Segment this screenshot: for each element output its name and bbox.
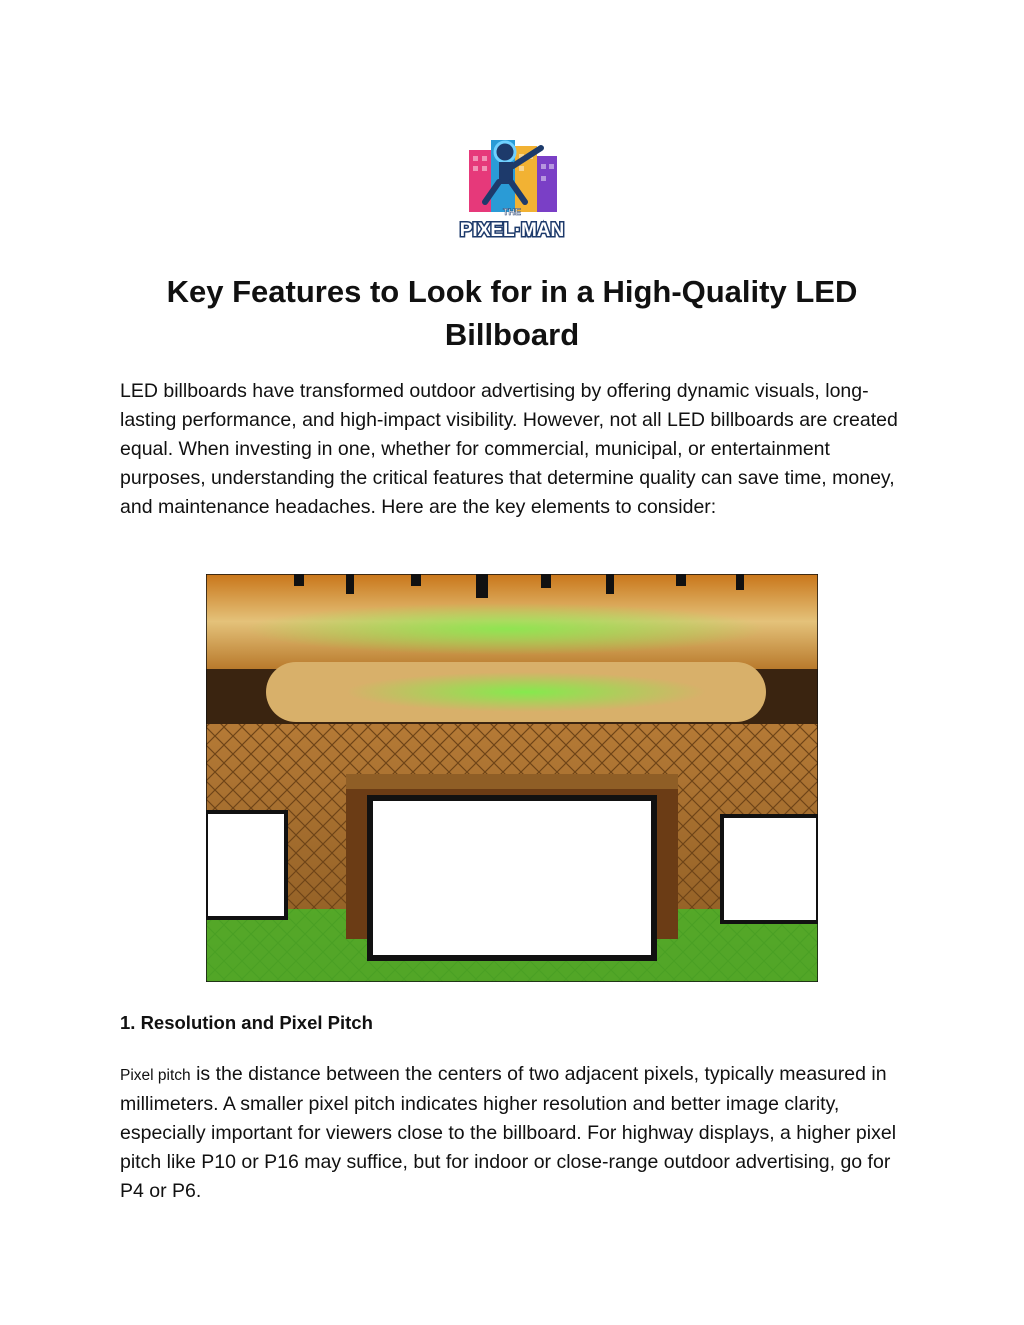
logo-name: PIXEL·MAN	[459, 220, 565, 241]
section-body: is the distance between the centers of two adjacent pixels, typically measured in millimeters. A smaller pixel pitch indicates higher resolution and better image clarity, especially important for viewers close to the billboard. For highway displays, a higher pixel pitch like P10 or P16 may suffice, but for indoor or close-range outdoor advertising, go for P4 or P6.	[120, 1063, 897, 1202]
section-paragraph	[120, 1060, 910, 1206]
auditorium-led-screen-photo	[206, 574, 818, 982]
left-screen	[206, 812, 286, 918]
main-screen	[370, 798, 654, 958]
page-title: Key Features to Look for in a High-Quality LED Billboard	[166, 274, 858, 352]
intro-paragraph: LED billboards have transformed outdoor advertising by offering dynamic visuals, long-lasting performance, and high-impact visibility. However, not all LED billboards are created equal. When investing in one, whether for commercial, municipal, or entertainment purposes, understanding the critical features that determine quality can save time, money, and maintenance headaches. Here are the key elements to consider:	[120, 380, 898, 518]
section-heading: 1. Resolution and Pixel Pitch	[120, 1012, 373, 1033]
pixel-man-logo	[455, 132, 569, 250]
logo-top-word: THE	[503, 207, 521, 217]
pixel-pitch-term: Pixel pitch	[120, 1067, 191, 1084]
right-screen	[722, 816, 818, 922]
